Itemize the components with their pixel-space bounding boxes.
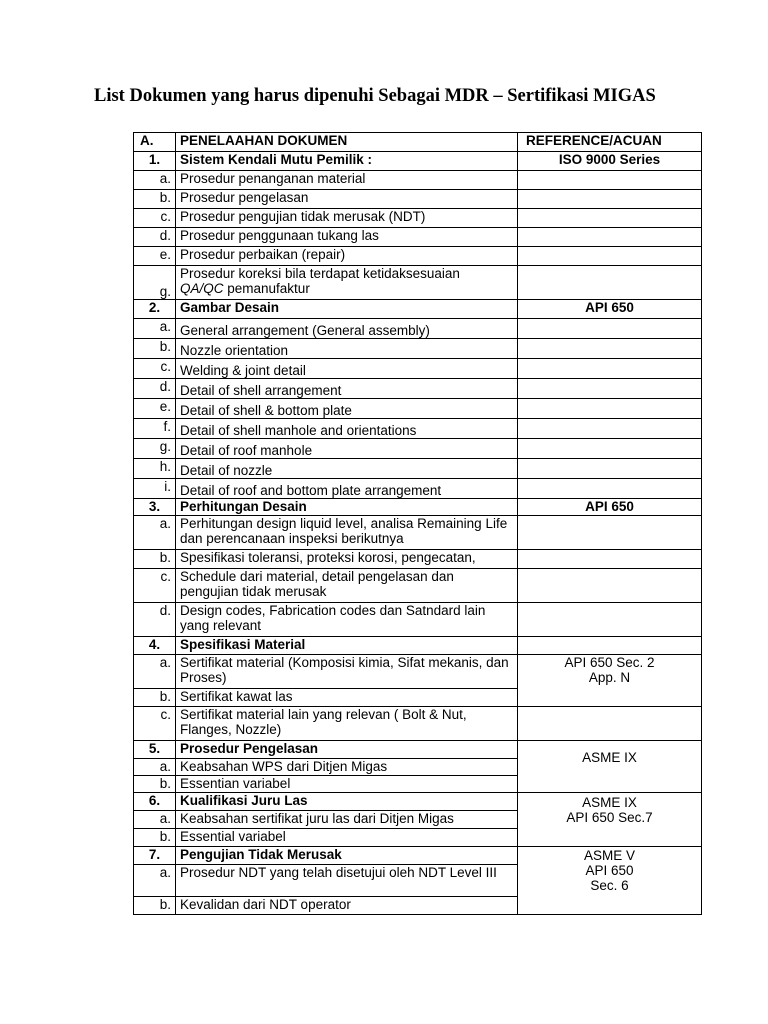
item-reference [518,707,702,741]
item-reference [518,569,702,603]
item-reference [518,228,702,247]
item-letter: b. [134,829,176,847]
item-text-emphasis: QA/QC [180,281,224,296]
section-title: Spesifikasi Material [176,637,518,655]
table-row [134,190,702,209]
reference-line: ASME IX [582,795,637,810]
table-row [134,209,702,228]
item-text: Detail of roof manhole [176,439,518,459]
item-reference [518,247,702,266]
reference-cell [518,793,702,847]
header-number: A. [134,133,176,152]
section-title: Gambar Desain [176,300,518,319]
item-reference [518,190,702,209]
item-text: Prosedur penggunaan tukang las [176,228,518,247]
item-letter: a. [134,516,176,550]
item-text: Detail of roof and bottom plate arrangement [176,479,518,499]
table-row [134,171,702,190]
section-title: Kualifikasi Juru Las [176,793,518,811]
table-row [134,569,702,603]
table-row [134,359,702,379]
item-letter: d. [134,603,176,637]
item-reference [518,550,702,569]
item-letter: d. [134,379,176,399]
reference-line: ASME IX [582,750,637,765]
item-text: Detail of nozzle [176,459,518,479]
item-text: Welding & joint detail [176,359,518,379]
item-letter: c. [134,707,176,741]
item-letter: d. [134,228,176,247]
item-text: Prosedur pengujian tidak merusak (NDT) [176,209,518,228]
section-reference: ISO 9000 Series [518,152,702,171]
item-text: Prosedur penanganan material [176,171,518,190]
item-letter: b. [134,339,176,359]
item-reference [518,419,702,439]
table-row [134,479,702,499]
item-reference [518,459,702,479]
table-row [134,459,702,479]
section-row [134,741,702,759]
item-letter: b. [134,897,176,915]
item-letter: a. [134,759,176,776]
item-text [176,266,518,300]
section-title: Pengujian Tidak Merusak [176,847,518,865]
table-row [134,228,702,247]
table-row [134,550,702,569]
table-row [134,655,702,689]
item-text: Schedule dari material, detail pengelasan dan pengujian tidak merusak [176,569,518,603]
document-checklist-table [133,132,702,915]
item-text: Kevalidan dari NDT operator [176,897,518,915]
table-row [134,419,702,439]
section-row [134,793,702,811]
item-reference [518,379,702,399]
item-letter: f. [134,419,176,439]
item-reference [518,359,702,379]
reference-line: API 650 Sec. 2 [564,655,655,670]
table-row [134,707,702,741]
item-letter: g. [134,439,176,459]
item-reference [518,479,702,499]
section-number: 5. [134,741,176,759]
item-reference [518,339,702,359]
item-letter: a. [134,865,176,897]
item-text: Sertifikat material lain yang relevan ( Bolt & Nut, Flanges, Nozzle) [176,707,518,741]
item-letter: g. [134,266,176,300]
item-text: Keabsahan WPS dari Ditjen Migas [176,759,518,776]
reference-line: ASME V [583,848,635,863]
section-row [134,637,702,655]
item-text-line [180,281,513,296]
section-number: 2. [134,300,176,319]
reference-cell [518,741,702,793]
section-row [134,499,702,516]
section-number: 4. [134,637,176,655]
table-row [134,266,702,300]
section-row [134,847,702,865]
item-reference [518,516,702,550]
item-letter: e. [134,399,176,419]
item-letter: b. [134,550,176,569]
item-letter: e. [134,247,176,266]
item-letter: a. [134,319,176,339]
table-row [134,439,702,459]
item-letter: h. [134,459,176,479]
item-letter: b. [134,190,176,209]
item-reference [518,266,702,300]
section-title: Sistem Kendali Mutu Pemilik : [176,152,518,171]
item-letter: c. [134,209,176,228]
item-letter: i. [134,479,176,499]
item-text: Detail of shell manhole and orientations [176,419,518,439]
item-text: Prosedur pengelasan [176,190,518,209]
item-reference [518,171,702,190]
item-reference [518,399,702,419]
table-row [134,247,702,266]
item-reference [518,319,702,339]
section-reference: API 650 [518,300,702,319]
item-text: Keabsahan sertifikat juru las dari Ditjen Migas [176,811,518,829]
item-text-tail: pemanufaktur [223,281,310,296]
section-reference: API 650 [518,499,702,516]
table-row [134,516,702,550]
item-letter: c. [134,569,176,603]
section-reference [518,637,702,655]
item-text: Detail of shell & bottom plate [176,399,518,419]
table-row [134,603,702,637]
section-number: 3. [134,499,176,516]
section-row [134,152,702,171]
item-text: Detail of shell arrangement [176,379,518,399]
item-text-line: Prosedur koreksi bila terdapat ketidaksesuaian [180,266,460,281]
table-row [134,399,702,419]
section-row [134,300,702,319]
item-letter: a. [134,811,176,829]
item-text: Design codes, Fabrication codes dan Satndard lain yang relevant [176,603,518,637]
item-reference [518,439,702,459]
reference-line: API 650 [585,863,634,878]
reference-line: App. N [588,670,631,685]
item-text: Essentian variabel [176,776,518,793]
item-text: Sertifikat material (Komposisi kimia, Sifat mekanis, dan Proses) [176,655,518,689]
section-number: 6. [134,793,176,811]
section-number: 1. [134,152,176,171]
item-reference [518,603,702,637]
document-title: List Dokumen yang harus dipenuhi Sebagai MDR – Sertifikasi MIGAS [94,86,656,106]
section-number: 7. [134,847,176,865]
item-text: Prosedur perbaikan (repair) [176,247,518,266]
section-title: Perhitungan Desain [176,499,518,516]
item-text: Essential variabel [176,829,518,847]
item-text: Sertifikat kawat las [176,689,518,707]
item-text: Nozzle orientation [176,339,518,359]
reference-cell [518,655,702,707]
table-row [134,339,702,359]
table-row [134,379,702,399]
reference-line: Sec. 6 [590,878,629,893]
item-reference [518,209,702,228]
item-letter: c. [134,359,176,379]
header-reference: REFERENCE/ACUAN [518,133,702,152]
item-text: Perhitungan design liquid level, analisa Remaining Life dan perencanaan inspeksi berikutnya [176,516,518,550]
item-letter: b. [134,689,176,707]
reference-line: API 650 Sec.7 [566,810,653,825]
item-letter: b. [134,776,176,793]
item-text: Prosedur NDT yang telah disetujui oleh NDT Level III [176,865,518,897]
table-header-row [134,133,702,152]
table-row [134,319,702,339]
header-document-review: PENELAAHAN DOKUMEN [176,133,518,152]
item-text: General arrangement (General assembly) [176,319,518,339]
item-letter: a. [134,655,176,689]
item-letter: a. [134,171,176,190]
reference-cell [518,847,702,915]
section-title: Prosedur Pengelasan [176,741,518,759]
item-text: Spesifikasi toleransi, proteksi korosi, pengecatan, [176,550,518,569]
